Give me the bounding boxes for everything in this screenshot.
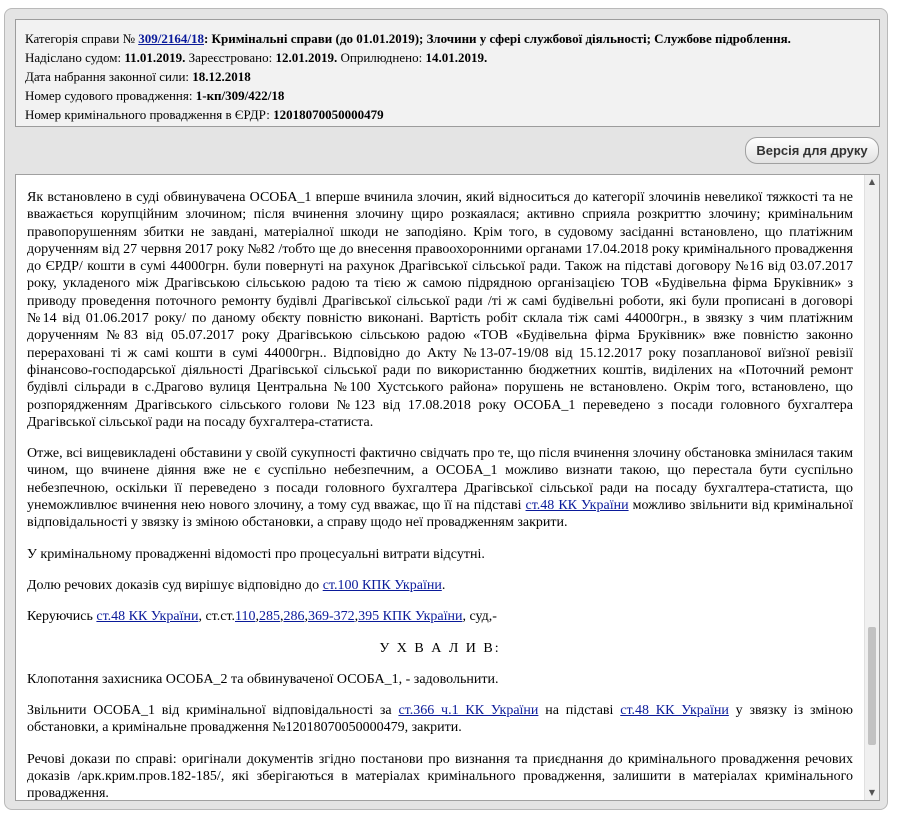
release-tail: у звязку із зміною обстановки, а кримінальне провадження №12018070050000479, закрити.	[27, 703, 854, 736]
paragraph-conclusion	[27, 445, 853, 531]
registered-value: 12.01.2019.	[275, 50, 338, 65]
separator-comma: ,	[354, 609, 359, 625]
proceeding-value: 1-кп/309/422/18	[195, 88, 285, 103]
separator-comma: ,	[255, 609, 259, 625]
category-value: : Кримінальні справи (до 01.01.2019); Злочини у сфері службової діяльності; Службове підроблення.	[203, 31, 791, 46]
article-48-link-2[interactable]: ст.48 КК України	[96, 609, 199, 625]
release-mid: на підставі	[545, 703, 614, 719]
guided-by-tail: , суд,-	[462, 609, 497, 625]
scroll-thumb[interactable]	[868, 627, 876, 745]
erdr-number-row	[25, 105, 879, 124]
ruling-heading: У Х В А Л И В:	[379, 640, 501, 656]
scroll-down-arrow-icon[interactable]: ▼	[868, 788, 876, 797]
article-48-link-3[interactable]: ст.48 КК України	[620, 703, 729, 719]
erdr-label: Номер кримінального провадження в ЄРДР:	[25, 107, 270, 122]
category-label: Категорія справи №	[25, 31, 135, 46]
separator-comma: ,	[304, 609, 308, 625]
vertical-scrollbar[interactable]	[864, 175, 879, 800]
paragraph-evidence-fate	[27, 577, 853, 594]
case-category-row	[25, 29, 879, 48]
separator-comma: ,	[279, 609, 284, 625]
scroll-up-arrow-icon[interactable]: ▲	[868, 177, 876, 186]
sent-value: 11.01.2019.	[124, 50, 186, 65]
paragraph-release	[27, 702, 853, 737]
registered-label: Зареєстровано:	[188, 50, 273, 65]
paragraph-conclusion-tail: можливо звільнити від кримінальної відповідальності у звязку із зміною обстановки, а справу щодо неї провадженням закрити.	[27, 498, 854, 531]
case-number-link[interactable]: 309/2164/18	[138, 31, 204, 46]
paragraph-evidence-tail: .	[441, 577, 446, 593]
article-285-link[interactable]: 285	[258, 609, 280, 625]
article-110-link[interactable]: 110	[235, 609, 256, 625]
effective-date-row	[25, 67, 879, 86]
article-48-link[interactable]: ст.48 КК України	[525, 498, 629, 514]
document-content	[27, 189, 853, 801]
paragraph-motion-granted: Клопотання захисника ОСОБА_2 та обвинуваченої ОСОБА_1, - задовольнити.	[27, 671, 499, 687]
paragraph-physical-evidence: Речові докази по справі: оригінали документів згідно постанови про визнання та приєднання до кримінального провадження речових доказів /арк.крим.пров.182-185/, які зберігаються в матеріалах кримінального провадження, залишити в матеріалах кримінального провадження.	[27, 751, 853, 801]
published-value: 14.01.2019.	[425, 50, 488, 65]
case-info-panel	[15, 19, 880, 127]
document-viewer-frame	[4, 8, 888, 810]
erdr-value: 12018070050000479	[273, 107, 384, 122]
guided-by-mid: , ст.ст.	[198, 609, 235, 625]
paragraph-conclusion-text: Отже, всі вищевикладені обставини у своїй сукупності фактично свідчать про те, що після вчинення злочину обстановка змінилася таким чином, що вчинене діяння вже не є суспільно небезпечним, а ОСОБА_1 можливо визнати такою, що перестала бути суспільно небезпечною, оскільки її переведено з посади головного бухгалтера Драгівської сільської ради на посаду бухгалтера-статиста, що унеможливлює вчинення нею нового злочину, а тому суд вважає, що її на підставі	[27, 446, 853, 514]
proceeding-number-row	[25, 86, 879, 105]
article-286-link[interactable]: 286	[283, 609, 305, 625]
paragraph-costs: У кримінальному провадженні відомості про процесуальні витрати відсутні.	[27, 546, 485, 562]
sent-label: Надіслано судом:	[25, 50, 122, 65]
guided-by-text: Керуючись	[27, 609, 93, 625]
article-366-link[interactable]: ст.366 ч.1 КК України	[398, 703, 539, 719]
release-text: Звільнити ОСОБА_1 від кримінальної відповідальності за	[27, 703, 392, 719]
article-369-372-link[interactable]: 369-372	[307, 609, 355, 625]
case-dates-row	[25, 48, 879, 67]
article-100-link[interactable]: ст.100 КПК України	[322, 577, 442, 593]
proceeding-label: Номер судового провадження:	[25, 88, 193, 103]
published-label: Оприлюднено:	[340, 50, 423, 65]
paragraph-circumstances: Як встановлено в суді обвинувачена ОСОБА_1 вперше вчинила злочин, який відноситься до категорії злочинів невеликої тяжкості та не вважається корупційним злочином; після вчинення злочину щиро розкаялася; активно сприяла розкриттю злочину; кримінальним правопорушенням збитки не завдані, матеріалної шкоди не заподіяно. Крім того, в судовому засіданні встановлено, що платіжним дорученням від 27 червня 2017 року №82 /тобто ще до внесення правоохоронними органами 17.04.2018 року кримінального провадження до ЄРДР/ кошти в сумі 44000грн. були повернуті на рахунок Драгівської сільської ради. Також на підставі договору №16 від 03.07.2017 року, укладеного між Драгівською сільською радою та тією ж самою підрядною організацією ТОВ «Будівельна фірма Бруківник» з приводу проведення поточного ремонту будівлі Драгівської сільської ради /ті ж самі будівельні роботи, які були прописані в договорі №14 від 01.06.2017 року/ по даному обєкту повністю виконані. Вартість робіт склала тіж самі 44000грн., в звязку з чим платіжним дорученням №83 від 05.07.2017 року Драгівською сільською радою «ТОВ «Будівельна фірма Бруківник» вже повністю законно перераховані ті ж самі кошти в сумі 44000грн.. Відповідно до Акту №13-07-19/08 від 15.12.2017 року позапланової виїзної ревізії фінансово-господарської діяльності Драгівської сільської ради по використанню бюджетних коштів, виділених на «Поточний ремонт будівлі сільради в с.Драгово вулиця Центральна №100 Хустського района» порушень не встановлено. Окрім того, встановлено, що розпорядженням Драгівського сільського голови №123 від 17.08.2018 року ОСОБА_1 переведено з посади головного бухгалтера Драгівської сільської ради на посаду бухгалтера-статиста.	[27, 190, 853, 430]
paragraph-evidence-text: Долю речових доказів суд вирішує відповідно до	[27, 577, 320, 593]
paragraph-guided-by	[27, 608, 853, 625]
document-text-area[interactable]	[15, 174, 880, 801]
effective-value: 18.12.2018	[192, 69, 251, 84]
article-395-link[interactable]: 395 КПК України	[358, 609, 463, 625]
effective-label: Дата набрання законної сили:	[25, 69, 190, 84]
print-version-button[interactable]: Версія для друку	[745, 137, 879, 164]
